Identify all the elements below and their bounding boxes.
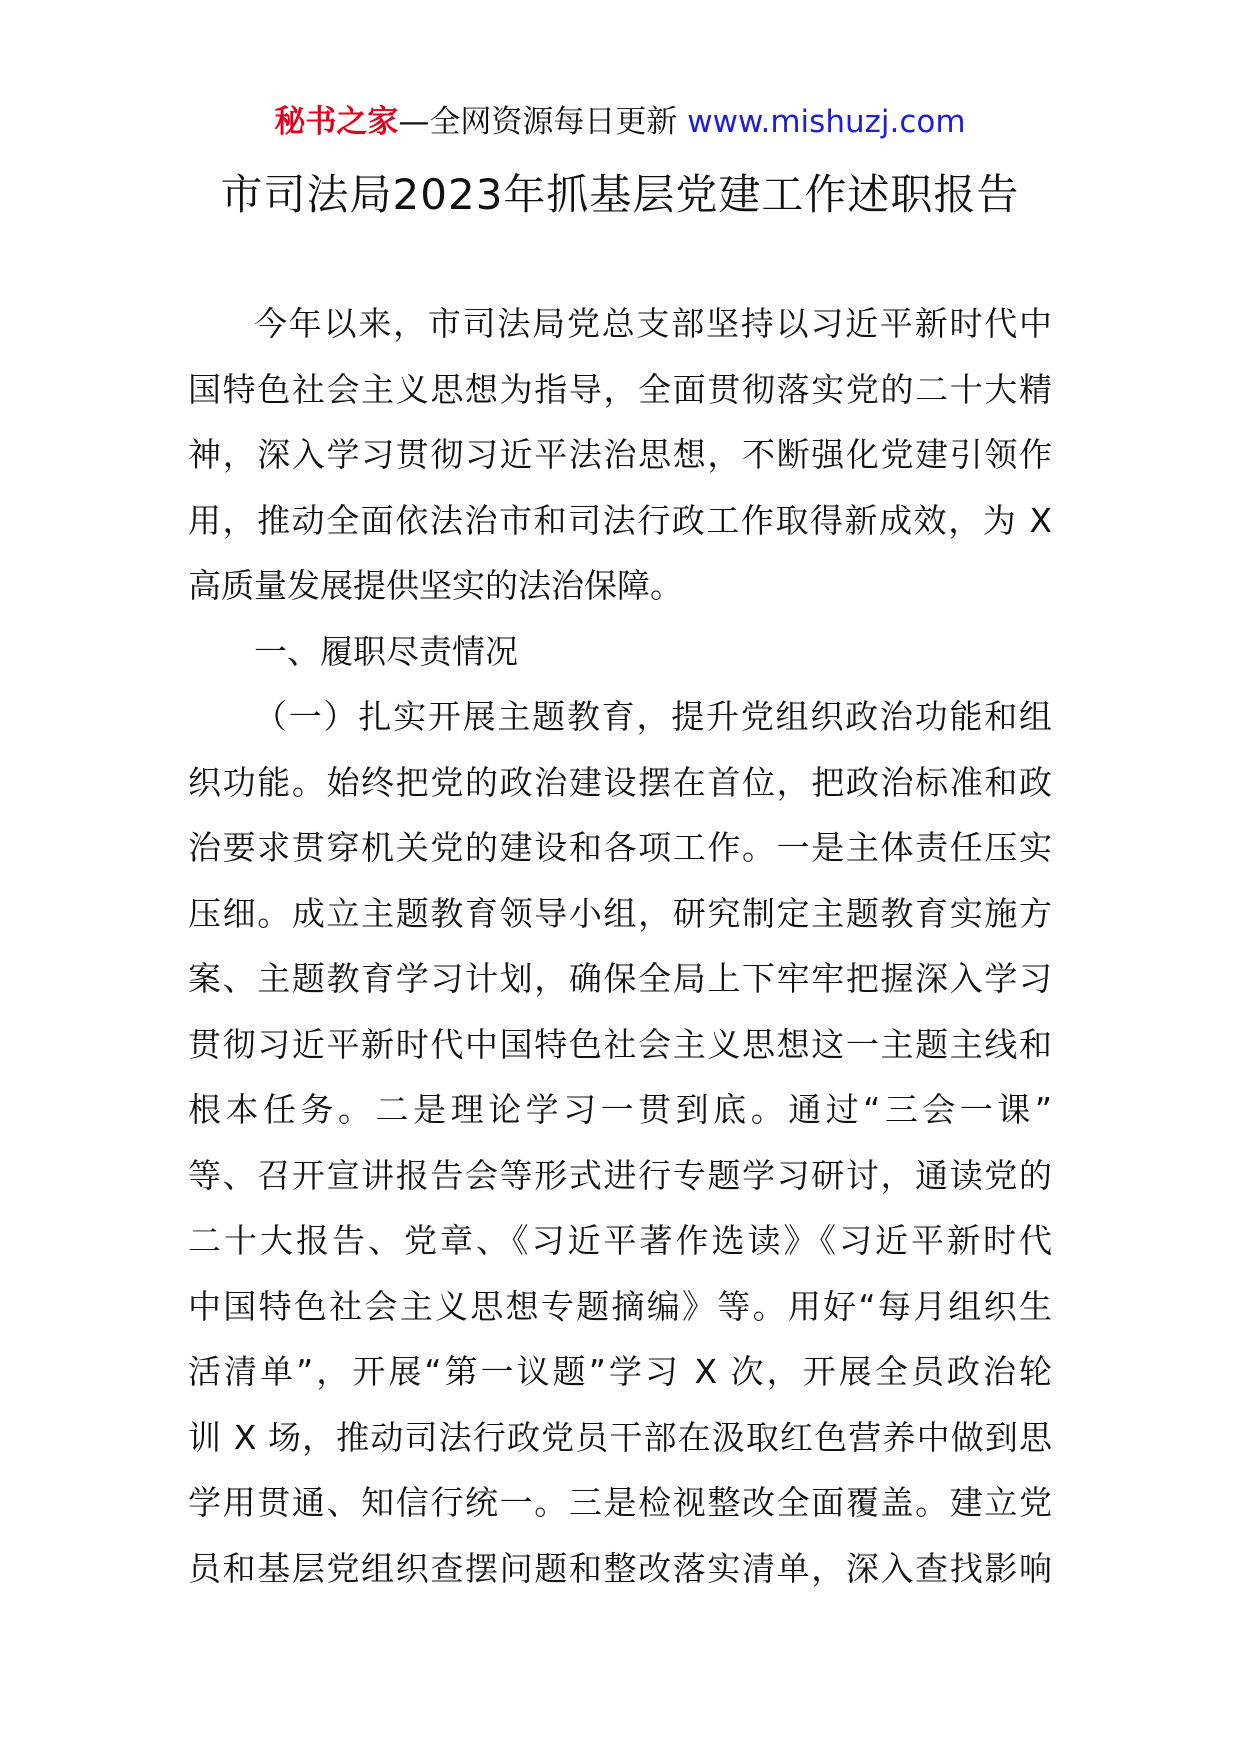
body-line: 学用贯通、知信行统一。三是检视整改全面覆盖。建立党	[188, 1483, 1052, 1522]
body-line: 织功能。始终把党的政治建设摆在首位，把政治标准和政	[188, 762, 1052, 802]
body-line: 活清单”，开展“第一议题”学习 X 次，开展全员政治轮	[188, 1352, 1052, 1391]
body-line: 国特色社会主义思想为指导，全面贯彻落实党的二十大精	[188, 369, 1052, 409]
body-line: 中国特色社会主义思想专题摘编》等。用好“每月组织生	[188, 1286, 1052, 1326]
body-line: 压细。成立主题教育领导小组，研究制定主题教育实施方	[188, 893, 1052, 933]
site-url-link[interactable]: www.mishuzj.com	[687, 104, 966, 140]
body-line: 神，深入学习贯彻习近平法治思想，不断强化党建引领作	[188, 435, 1052, 474]
body-line: 今年以来，市司法局党总支部坚持以习近平新时代中	[254, 304, 1052, 343]
body-line: 高质量发展提供坚实的法治保障。	[188, 566, 683, 605]
body-line: 等、召开宣讲报告会等形式进行专题学习研讨，通读党的	[188, 1155, 1052, 1195]
body-line: 用，推动全面依法治市和司法行政工作取得新成效，为 X	[188, 500, 1052, 540]
body-line: 根本任务。二是理论学习一贯到底。通过“三会一课”	[188, 1090, 1052, 1129]
document-title: 市司法局2023年抓基层党建工作述职报告	[220, 170, 1020, 219]
site-header	[0, 100, 1240, 144]
body-line: 二十大报告、党章、《习近平著作选读》《习近平新时代	[188, 1221, 1052, 1260]
body-line: 贯彻习近平新时代中国特色社会主义思想这一主题主线和	[188, 1024, 1052, 1064]
body-line: 一、履职尽责情况	[254, 631, 518, 671]
header-slogan: —全网资源每日更新	[398, 104, 688, 140]
body-line: （一）扎实开展主题教育，提升党组织政治功能和组	[254, 697, 1052, 736]
brand-name: 秘书之家	[274, 104, 399, 140]
body-line: 员和基层党组织查摆问题和整改落实清单，深入查找影响	[188, 1548, 1052, 1588]
body-line: 案、主题教育学习计划，确保全局上下牢牢把握深入学习	[188, 959, 1052, 998]
document-body	[188, 291, 1052, 1601]
body-line: 训 X 场，推动司法行政党员干部在汲取红色营养中做到思	[188, 1417, 1052, 1457]
body-line: 治要求贯穿机关党的建设和各项工作。一是主体责任压实	[188, 828, 1052, 867]
